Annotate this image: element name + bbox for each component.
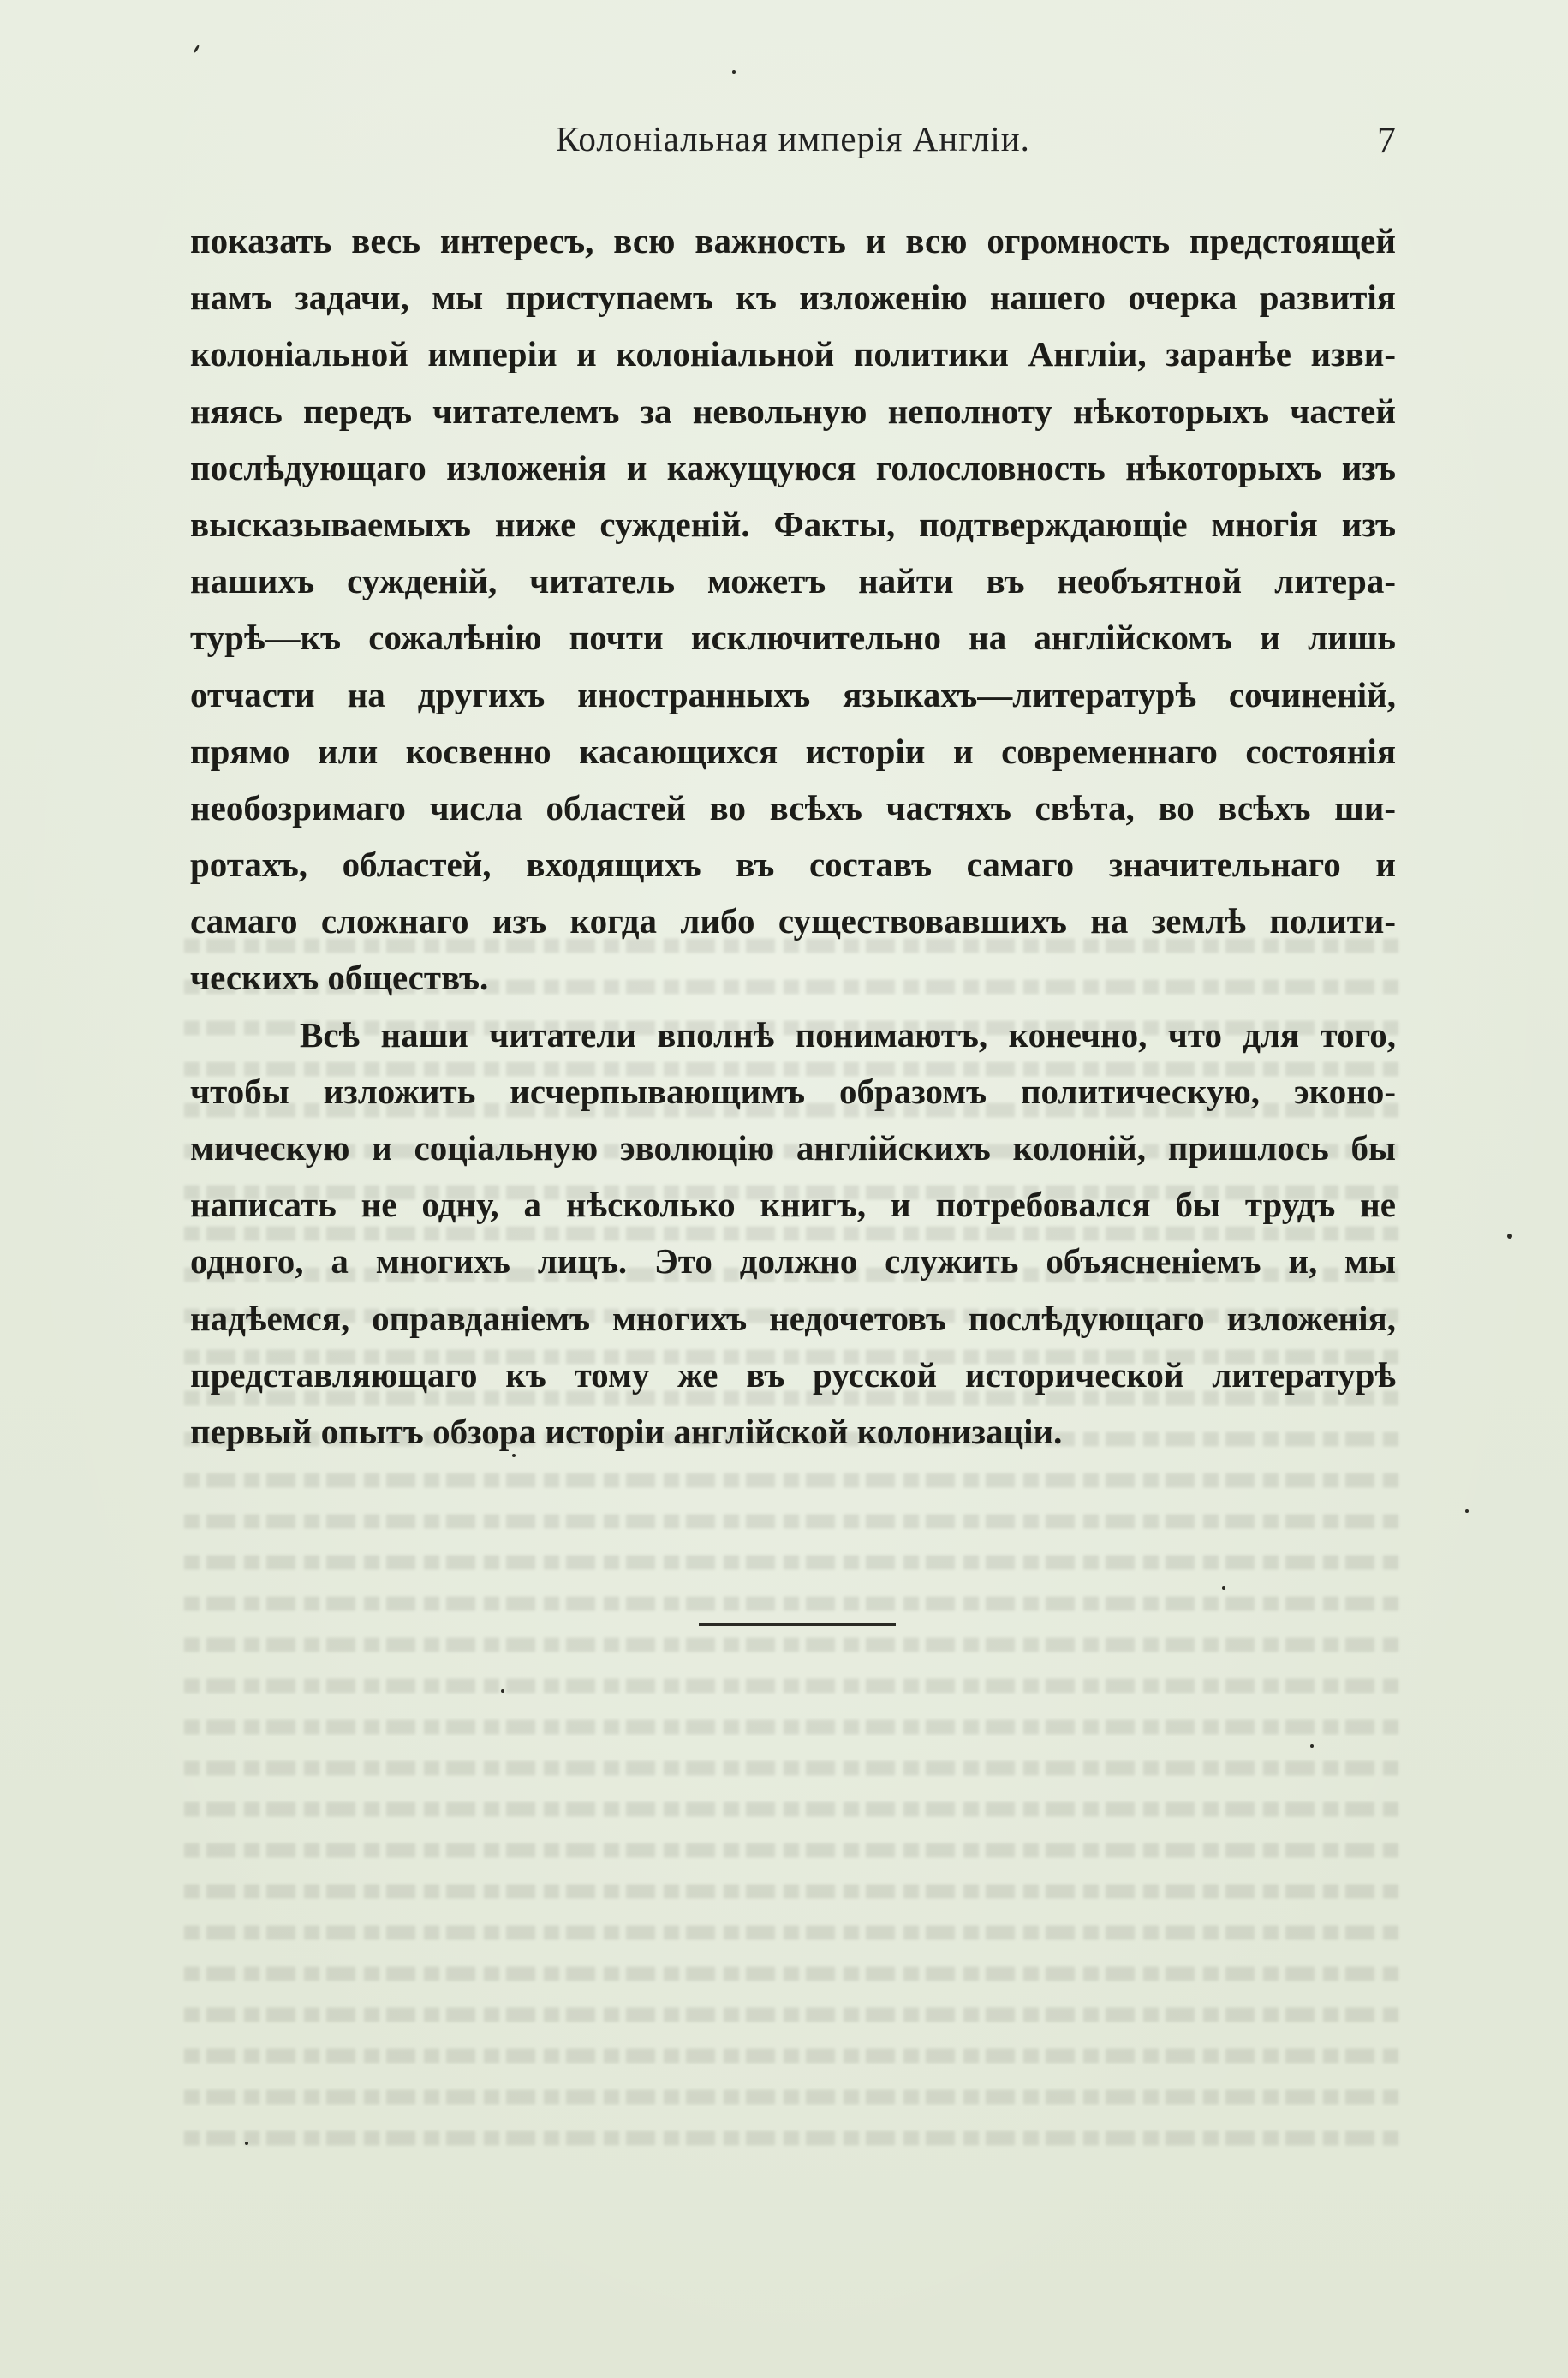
- text-line: Всѣ наши читатели вполнѣ понимаютъ, конечно, что для того,: [300, 1014, 1396, 1055]
- text-line: мическую и соціальную эволюцію англійскихъ колоній, пришлось бы: [190, 1128, 1396, 1168]
- text-line: прямо или косвенно касающихся исторіи и современнаго состоянія: [190, 731, 1396, 771]
- print-speck: [245, 2142, 248, 2145]
- print-speck: [1222, 1586, 1225, 1590]
- page-header: [190, 118, 1396, 170]
- text-line: послѣдующаго изложенія и кажущуюся голословность нѣкоторыхъ изъ: [190, 447, 1396, 487]
- body-text: [190, 212, 1396, 1460]
- text-line: первый опытъ обзора исторіи англійской колонизаціи.: [190, 1411, 1063, 1451]
- print-speck: [501, 1689, 504, 1693]
- text-line: няясь передъ читателемъ за невольную неполноту нѣкоторыхъ частей: [190, 391, 1396, 431]
- text-line: турѣ—къ сожалѣнію почти исключительно на англійскомъ и лишь: [190, 618, 1396, 658]
- text-line: показать весь интересъ, всю важность и всю огромность предстоящей: [190, 221, 1396, 260]
- text-line: необозримаго числа областей во всѣхъ частяхъ свѣта, во всѣхъ ши-: [190, 787, 1396, 828]
- text-line: написать не одну, а нѣсколько книгъ, и потребовался бы трудъ не: [190, 1185, 1396, 1225]
- text-line: самаго сложнаго изъ когда либо существовавшихъ на землѣ полити-: [190, 901, 1396, 941]
- page-number: 7: [1377, 119, 1396, 161]
- print-speck: [512, 1454, 516, 1457]
- text-line: колоніальной имперіи и колоніальной политики Англіи, заранѣе изви-: [190, 334, 1396, 374]
- text-line: надѣемся, оправданіемъ многихъ недочетовъ послѣдующаго изложенія,: [190, 1298, 1396, 1338]
- print-speck: [1465, 1509, 1469, 1513]
- print-speck: [1507, 1234, 1512, 1239]
- text-line: намъ задачи, мы приступаемъ къ изложенію нашего очерка развитія: [190, 278, 1396, 318]
- text-line: одного, а многихъ лицъ. Это должно служить объясненіемъ и, мы: [190, 1241, 1396, 1282]
- running-title: Колоніальная имперія Англіи.: [556, 119, 1030, 158]
- text-line: нашихъ сужденій, читатель можетъ найти въ необъятной литера-: [190, 561, 1396, 601]
- text-line: представляющаго къ тому же въ русской исторической литературѣ: [190, 1354, 1396, 1395]
- text-line: высказываемыхъ ниже сужденій. Факты, подтверждающіе многія изъ: [190, 504, 1396, 544]
- print-speck: [194, 45, 200, 53]
- print-speck: [732, 70, 736, 74]
- print-speck: [1310, 1744, 1314, 1748]
- text-line: чтобы изложить исчерпывающимъ образомъ политическую, эконо-: [190, 1071, 1396, 1111]
- text-line: отчасти на другихъ иностранныхъ языкахъ—литературѣ сочиненій,: [190, 674, 1396, 714]
- section-end-rule: [699, 1623, 896, 1626]
- text-line: ротахъ, областей, входящихъ въ составъ самаго значительнаго и: [190, 845, 1396, 885]
- text-line: ческихъ обществъ.: [190, 958, 489, 998]
